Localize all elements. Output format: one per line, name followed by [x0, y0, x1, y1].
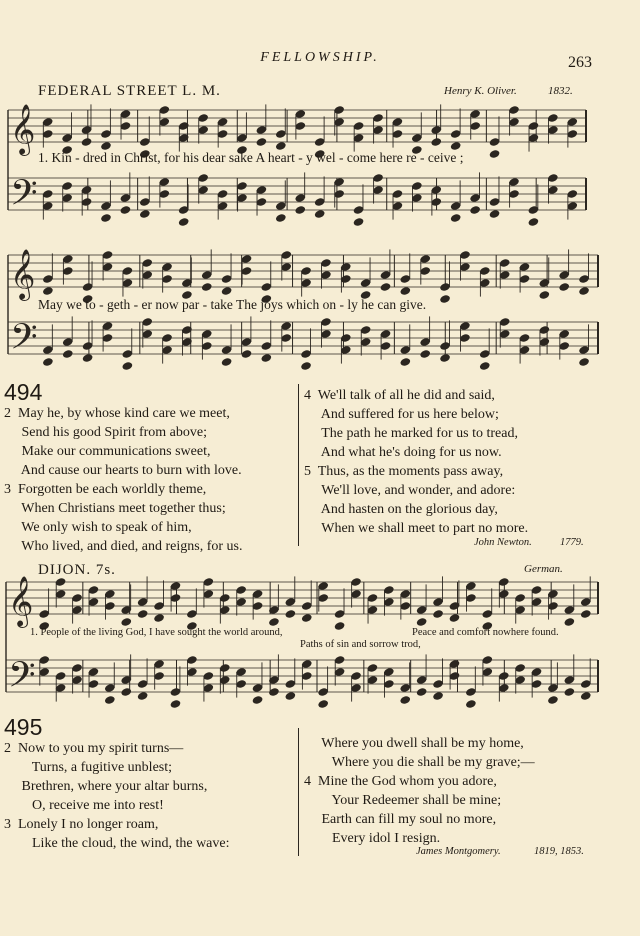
note-head	[120, 617, 132, 627]
note-head	[317, 699, 329, 709]
note-head	[104, 695, 116, 705]
hymn-year: 1819, 1853.	[534, 846, 584, 857]
note-head	[578, 286, 590, 296]
note-head	[528, 217, 540, 227]
tune-name-dijon: DIJON. 7s.	[38, 562, 116, 578]
note-head	[139, 209, 151, 219]
lyric-line: May we to - geth - er now par - take The joys which on - ly he can give.	[38, 297, 427, 312]
note-head	[439, 353, 451, 363]
lyric-line: Peace and comfort nowhere found.	[412, 627, 559, 638]
note-head	[100, 213, 112, 223]
note-head	[121, 361, 133, 371]
hymn-year: 1779.	[560, 537, 584, 548]
tune-composer: German.	[524, 563, 563, 575]
tune-composer: Henry K. Oliver.	[444, 85, 517, 97]
note-head	[416, 687, 428, 697]
note-head	[399, 695, 411, 705]
note-head	[42, 286, 54, 296]
tune-year: 1832.	[548, 85, 573, 97]
note-head	[353, 217, 365, 227]
note-head	[558, 282, 570, 292]
note-head	[538, 290, 550, 300]
note-head	[416, 617, 428, 627]
note-head	[380, 282, 392, 292]
note-head	[153, 613, 165, 623]
note-head	[564, 687, 576, 697]
note-head	[399, 286, 411, 296]
note-head	[547, 695, 559, 705]
hymn-stanzas-right: Where you dwell shall be my home, Where you die shall be my grave;— 4 Mine the God whom you adore, Your Redeemer shall be mine; Earth can fill my soul no more, Every idol I resign.	[304, 736, 535, 846]
note-head	[465, 699, 477, 709]
note-head	[578, 357, 590, 367]
treble-clef: 𝄞	[10, 249, 36, 300]
note-head	[580, 691, 592, 701]
note-head	[334, 621, 346, 631]
note-head	[489, 149, 501, 159]
note-head	[252, 695, 264, 705]
hymn-stanzas-left: 2 May he, by whose kind care we meet, Send his good Spirit from above; Make our communications sweet, And cause our hearts to burn with love. 3 Forgotten be each worldly theme, When Christians meet together thus; We only wish to speak of him, Who lived, and died, and reigns, for us.	[4, 406, 243, 554]
lyric-line: 1. People of the living God, I have sought the world around,	[30, 627, 283, 638]
tune-name-federal-street: FEDERAL STREET L. M.	[38, 83, 221, 99]
note-head	[170, 699, 182, 709]
note-head	[81, 137, 93, 147]
hymn-stanzas-left: 2 Now to you my spirit turns— Turns, a fugitive unblest; Brethren, where your altar burns, O, receive me into rest! 3 Lonely I no longer roam, Like the cloud, the wind, the wave:	[4, 741, 230, 851]
treble-clef: 𝄞	[8, 576, 34, 627]
note-head	[564, 617, 576, 627]
hymn-author: John Newton.	[474, 537, 532, 548]
note-head	[256, 137, 268, 147]
note-head	[432, 691, 444, 701]
note-head	[419, 349, 431, 359]
hymn-author: James Montgomery.	[416, 846, 501, 857]
treble-clef: 𝄞	[10, 104, 36, 155]
note-head	[137, 691, 149, 701]
note-head	[268, 617, 280, 627]
note-head	[241, 349, 253, 359]
note-head	[489, 209, 501, 219]
hymn-number: 494	[4, 379, 43, 405]
lyric-line: 1. Kin - dred in Christ, for his dear sake A heart - y wel - come here re - ceive ;	[38, 150, 464, 165]
note-head	[42, 357, 54, 367]
note-head	[285, 691, 297, 701]
note-head	[137, 609, 149, 619]
page-number: 263	[568, 54, 592, 71]
note-head	[301, 613, 313, 623]
note-head	[314, 209, 326, 219]
note-head	[62, 349, 74, 359]
note-head	[201, 282, 213, 292]
note-head	[432, 609, 444, 619]
column-divider	[298, 728, 299, 856]
note-head	[178, 217, 190, 227]
note-head	[260, 353, 272, 363]
note-head	[580, 609, 592, 619]
bass-clef: 𝄢	[10, 172, 38, 223]
note-head	[275, 213, 287, 223]
note-head	[469, 205, 481, 215]
column-divider	[298, 384, 299, 546]
note-head	[221, 357, 233, 367]
note-head	[479, 361, 491, 371]
note-head	[285, 609, 297, 619]
note-head	[449, 613, 461, 623]
hymn-number: 495	[4, 714, 43, 740]
hymn-stanzas-right: 4 We'll talk of all he did and said, And suffered for us here below; The path he marked for us to tread, And what he's doing for us now. 5 Thus, as the moments pass away, We'll love, and wonder, and adore: And hasten on the glorious day, When we shall meet to part no more.	[304, 388, 529, 536]
note-head	[430, 137, 442, 147]
note-head	[294, 205, 306, 215]
note-head	[120, 687, 132, 697]
lyric-line: Paths of sin and sorrow trod,	[300, 639, 421, 650]
note-head	[82, 353, 94, 363]
note-head	[300, 361, 312, 371]
note-head	[399, 357, 411, 367]
bass-clef: 𝄢	[8, 654, 36, 705]
note-head	[439, 294, 451, 304]
bass-clef: 𝄢	[10, 316, 38, 367]
note-head	[450, 213, 462, 223]
note-head	[221, 286, 233, 296]
running-title: FELLOWSHIP.	[260, 50, 380, 65]
note-head	[120, 205, 132, 215]
